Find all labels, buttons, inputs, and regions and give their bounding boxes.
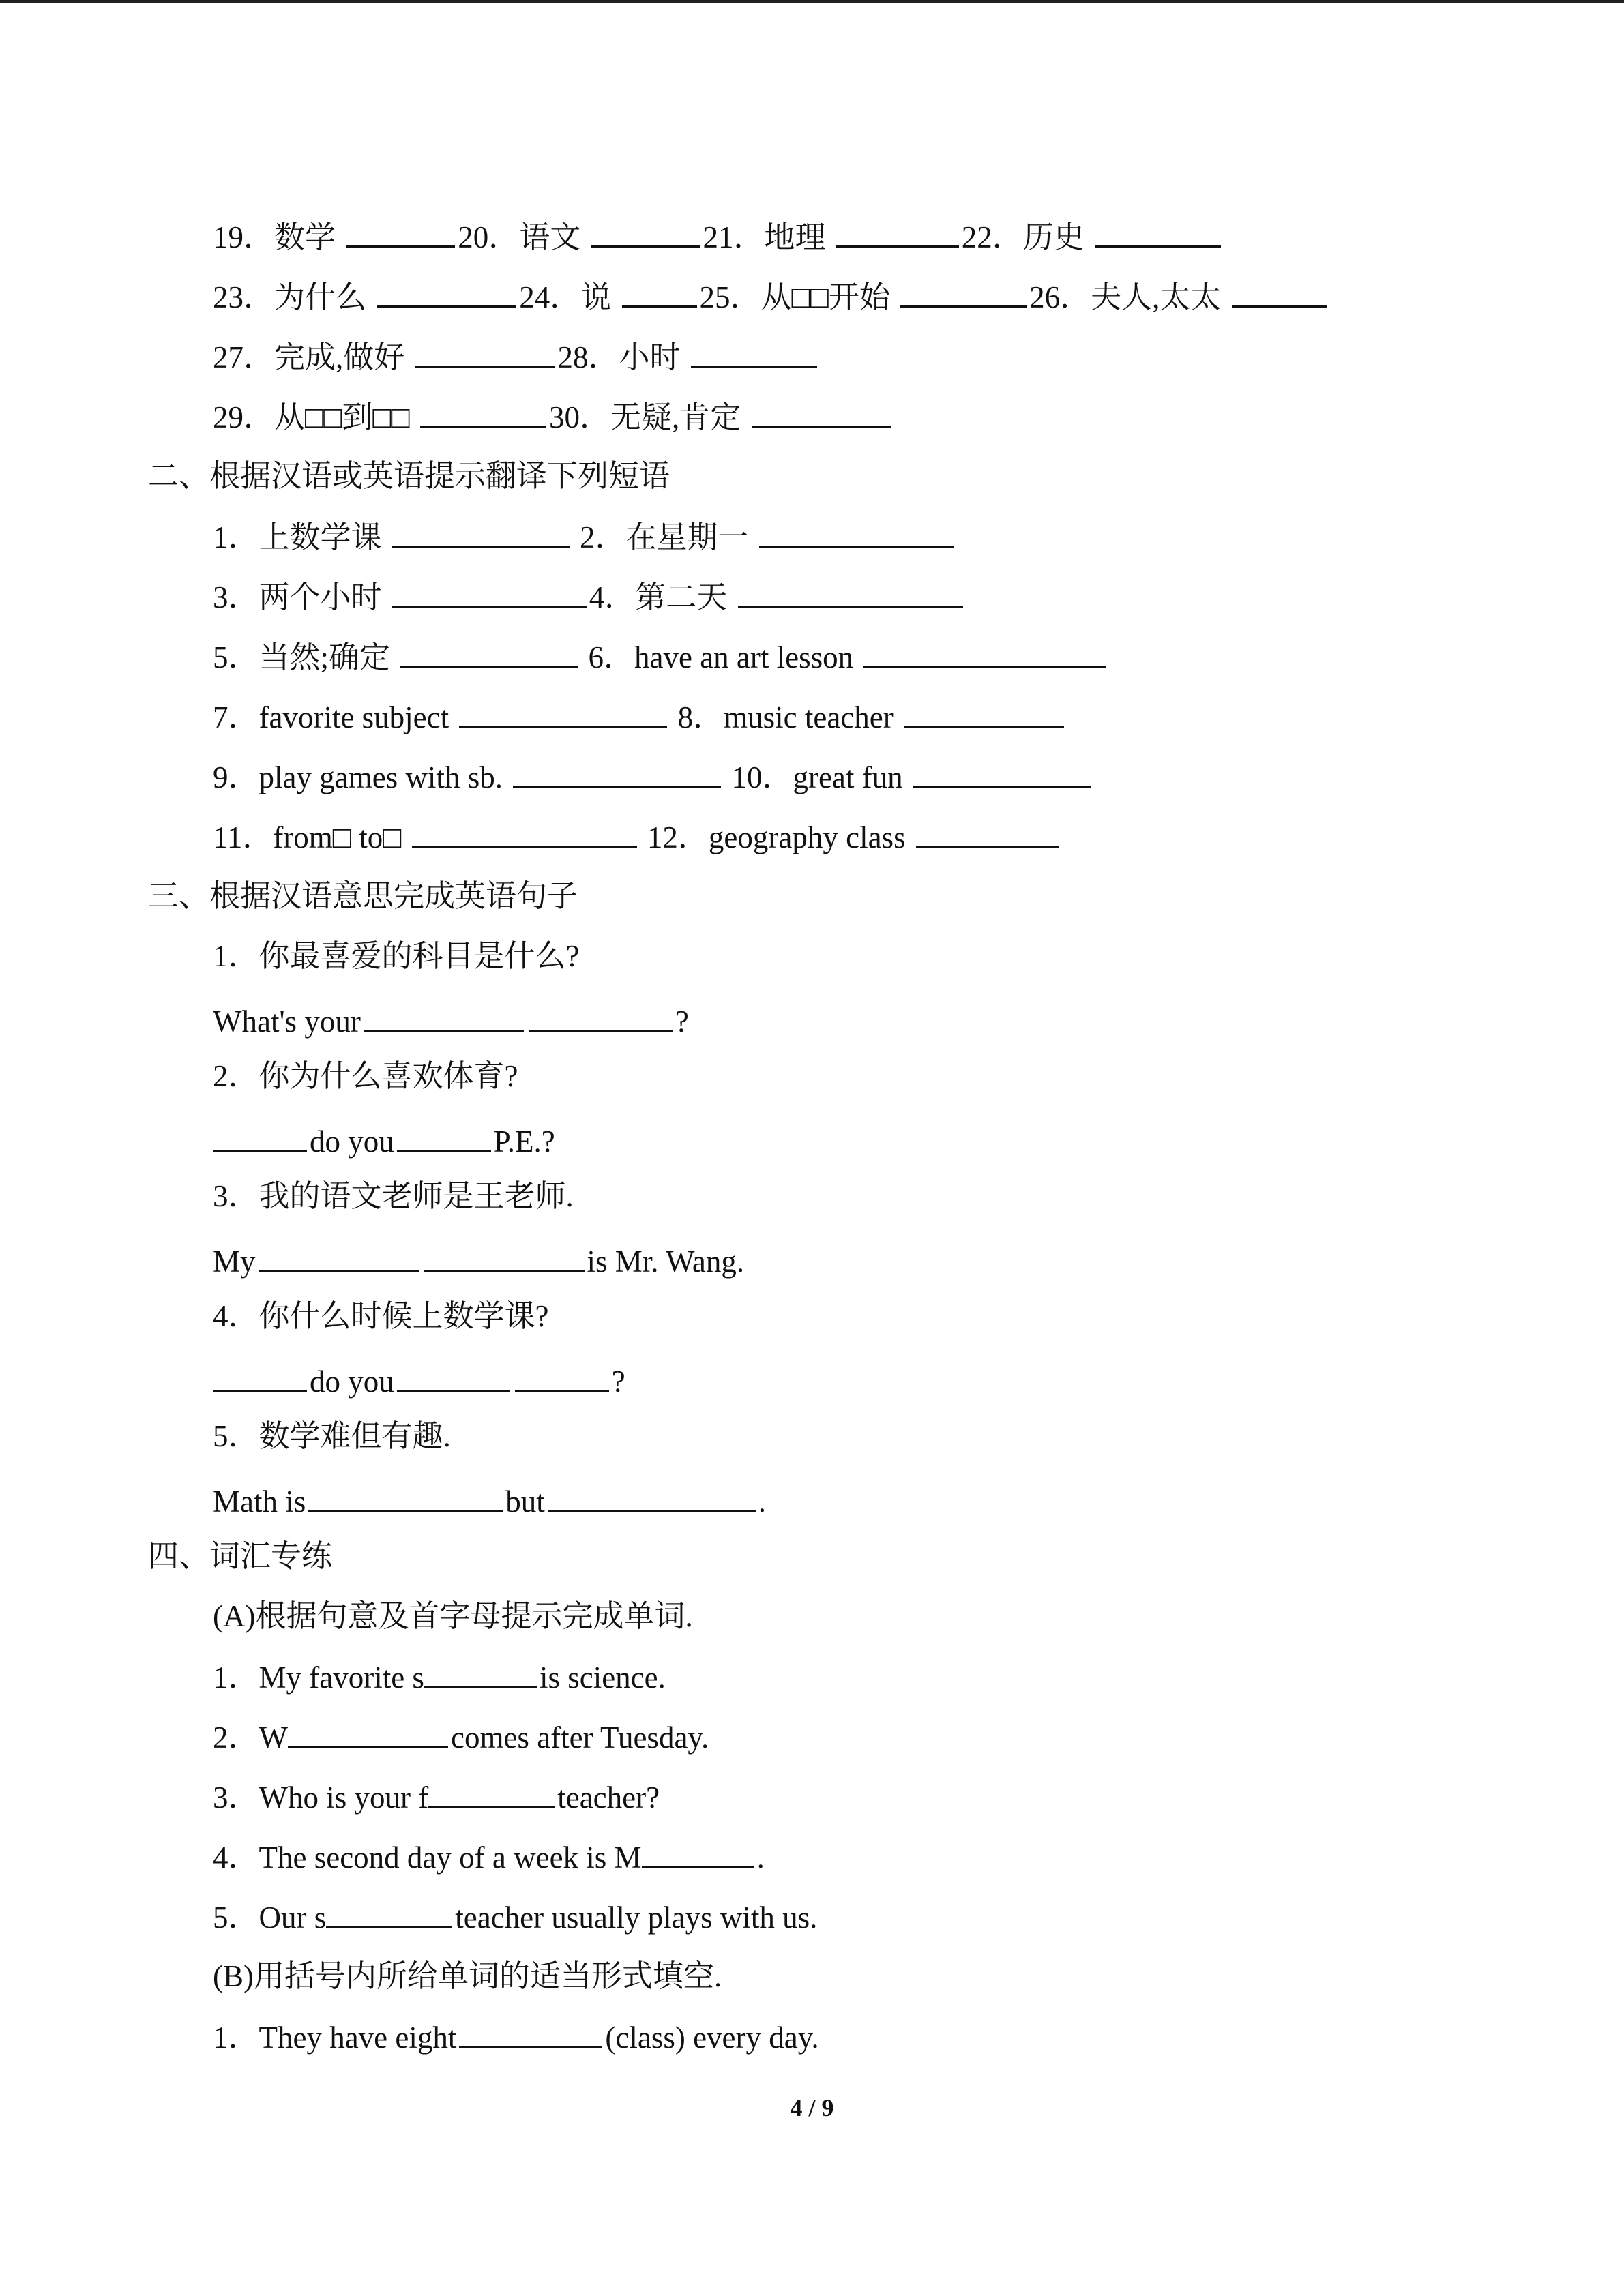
blank-27[interactable] xyxy=(415,336,555,368)
vocab-a5 xyxy=(213,1896,817,1937)
blank-p6[interactable] xyxy=(863,636,1106,668)
part-b-instruction: (B)用括号内所给单词的适当形式填空. xyxy=(213,1959,722,1993)
question-1: 1．你最喜爱的科目是什么? xyxy=(213,939,580,973)
phrase-9: 9．play games with sb. xyxy=(213,760,503,794)
vocab-b1-text-a: 1．They have eight xyxy=(213,2021,457,2055)
item-23: 23．为什么 xyxy=(213,280,367,314)
blank-26[interactable] xyxy=(1232,275,1327,308)
phrase-11: 11．from□ to□ xyxy=(213,820,402,854)
vocab-a5-text-b: teacher usually plays with us. xyxy=(455,1900,818,1935)
item-26: 26．夫人,太太 xyxy=(1029,280,1222,314)
vocab-a3-text-b: teacher? xyxy=(557,1780,660,1815)
blank-s4c[interactable] xyxy=(515,1360,609,1392)
part-a-instruction: (A)根据句意及首字母提示完成单词. xyxy=(213,1599,693,1633)
answer-5-text-b: but xyxy=(505,1485,545,1519)
question-5: 5．数学难但有趣. xyxy=(213,1419,451,1453)
vocab-a4 xyxy=(213,1836,765,1877)
blank-a1[interactable] xyxy=(424,1656,537,1688)
blank-25[interactable] xyxy=(900,275,1027,308)
answer-5-text-c: . xyxy=(758,1485,767,1519)
phrase-6: 6．have an art lesson xyxy=(588,640,854,674)
vocab-a3-text-a: 3．Who is your f xyxy=(213,1780,429,1815)
answer-1 xyxy=(213,1000,689,1041)
blank-p1[interactable] xyxy=(392,516,570,548)
blank-a2[interactable] xyxy=(288,1716,448,1748)
answer-3 xyxy=(213,1240,744,1281)
item-21: 21．地理 xyxy=(703,220,826,254)
blank-24[interactable] xyxy=(622,275,697,308)
vocab-a2-text-b: comes after Tuesday. xyxy=(450,1720,709,1755)
blank-a4[interactable] xyxy=(642,1836,754,1868)
blank-20[interactable] xyxy=(591,215,700,248)
blank-s2b[interactable] xyxy=(397,1120,491,1152)
item-24: 24．说 xyxy=(519,280,612,314)
answer-1-text-a: What's your xyxy=(213,1004,361,1039)
blank-p9[interactable] xyxy=(513,756,721,788)
vocab-a2-text-a: 2．W xyxy=(213,1720,288,1755)
phrase-7: 7．favorite subject xyxy=(213,700,449,734)
phrase-row-1 xyxy=(213,516,956,556)
phrase-1: 1．上数学课 xyxy=(213,520,382,554)
answer-3-text-b: is Mr. Wang. xyxy=(587,1244,745,1279)
vocab-a1-text-b: is science. xyxy=(539,1660,666,1695)
item-22: 22．历史 xyxy=(961,220,1084,254)
vocab-a1 xyxy=(213,1656,666,1697)
blank-p5[interactable] xyxy=(400,636,578,668)
page-number: 4 / 9 xyxy=(790,2094,834,2121)
phrase-row-6 xyxy=(213,816,1062,856)
blank-28[interactable] xyxy=(691,336,817,368)
vocab-a5-text-a: 5．Our s xyxy=(213,1900,327,1935)
phrase-5: 5．当然;确定 xyxy=(213,640,391,674)
blank-s1a[interactable] xyxy=(364,1000,524,1032)
answer-1-text-b: ? xyxy=(675,1004,689,1039)
top-border xyxy=(0,0,1624,3)
blank-29[interactable] xyxy=(420,396,546,428)
vocab-row-19 xyxy=(213,215,1224,256)
item-30: 30．无疑,肯定 xyxy=(548,400,741,434)
item-29: 29．从□□到□□ xyxy=(213,400,410,434)
blank-p11[interactable] xyxy=(412,816,637,848)
phrase-row-3 xyxy=(213,636,1108,676)
vocab-b1-text-b: (class) every day. xyxy=(605,2021,819,2055)
blank-p7[interactable] xyxy=(459,696,667,728)
phrase-row-2 xyxy=(213,576,966,616)
answer-5-text-a: Math is xyxy=(213,1485,306,1519)
blank-s3b[interactable] xyxy=(424,1240,585,1272)
blank-a5[interactable] xyxy=(326,1896,452,1928)
vocab-row-23 xyxy=(213,275,1330,316)
question-2: 2．你为什么喜欢体育? xyxy=(213,1059,518,1093)
blank-21[interactable] xyxy=(836,215,959,248)
phrase-3: 3．两个小时 xyxy=(213,580,382,614)
blank-s2a[interactable] xyxy=(213,1120,307,1152)
vocab-a4-text-b: . xyxy=(756,1840,765,1875)
blank-s1b[interactable] xyxy=(529,1000,673,1032)
vocab-row-27 xyxy=(213,336,820,376)
item-20: 20．语文 xyxy=(458,220,581,254)
blank-s5a[interactable] xyxy=(308,1480,503,1512)
phrase-10: 10．great fun xyxy=(731,760,903,794)
answer-2 xyxy=(213,1120,555,1161)
vocab-a3 xyxy=(213,1776,660,1817)
vocab-a4-text-a: 4．The second day of a week is M xyxy=(213,1840,642,1875)
blank-p4[interactable] xyxy=(738,576,963,608)
vocab-b1 xyxy=(213,2016,819,2057)
item-27: 27．完成,做好 xyxy=(213,340,405,374)
blank-a3[interactable] xyxy=(428,1776,555,1808)
item-28: 28．小时 xyxy=(557,340,681,374)
phrase-4: 4．第二天 xyxy=(589,580,728,614)
blank-19[interactable] xyxy=(346,215,455,248)
blank-s4a[interactable] xyxy=(213,1360,307,1392)
answer-4-text-a: do you xyxy=(310,1365,394,1399)
blank-s5b[interactable] xyxy=(548,1480,756,1512)
blank-p8[interactable] xyxy=(904,696,1064,728)
phrase-row-4 xyxy=(213,696,1067,736)
blank-p12[interactable] xyxy=(916,816,1059,848)
vocab-a1-text-a: 1．My favorite s xyxy=(213,1660,424,1695)
answer-2-text-b: P.E.? xyxy=(493,1124,555,1159)
item-19: 19．数学 xyxy=(213,220,336,254)
vocab-a2 xyxy=(213,1716,709,1757)
blank-s4b[interactable] xyxy=(397,1360,510,1392)
blank-s3a[interactable] xyxy=(259,1240,419,1272)
item-25: 25．从□□开始 xyxy=(699,280,890,314)
answer-2-text-a: do you xyxy=(310,1124,394,1159)
blank-23[interactable] xyxy=(377,275,516,308)
vocab-row-29 xyxy=(213,396,894,436)
phrase-12: 12．geography class xyxy=(647,820,906,854)
question-4: 4．你什么时候上数学课? xyxy=(213,1299,549,1333)
answer-4 xyxy=(213,1360,625,1401)
section-3-heading: 三、根据汉语意思完成英语句子 xyxy=(148,879,578,913)
answer-4-text-b: ? xyxy=(611,1365,625,1399)
blank-30[interactable] xyxy=(752,396,891,428)
blank-p10[interactable] xyxy=(913,756,1091,788)
answer-3-text-a: My xyxy=(213,1244,256,1279)
phrase-8: 8．music teacher xyxy=(677,700,894,734)
phrase-2: 2．在星期一 xyxy=(580,520,749,554)
blank-p3[interactable] xyxy=(392,576,587,608)
blank-b1[interactable] xyxy=(459,2016,602,2048)
phrase-row-5 xyxy=(213,756,1093,796)
question-3: 3．我的语文老师是王老师. xyxy=(213,1179,574,1213)
answer-5 xyxy=(213,1480,766,1521)
section-2-heading: 二、根据汉语或英语提示翻译下列短语 xyxy=(148,459,670,493)
blank-p2[interactable] xyxy=(759,516,954,548)
blank-22[interactable] xyxy=(1095,215,1221,248)
section-4-heading: 四、词汇专练 xyxy=(148,1539,333,1573)
